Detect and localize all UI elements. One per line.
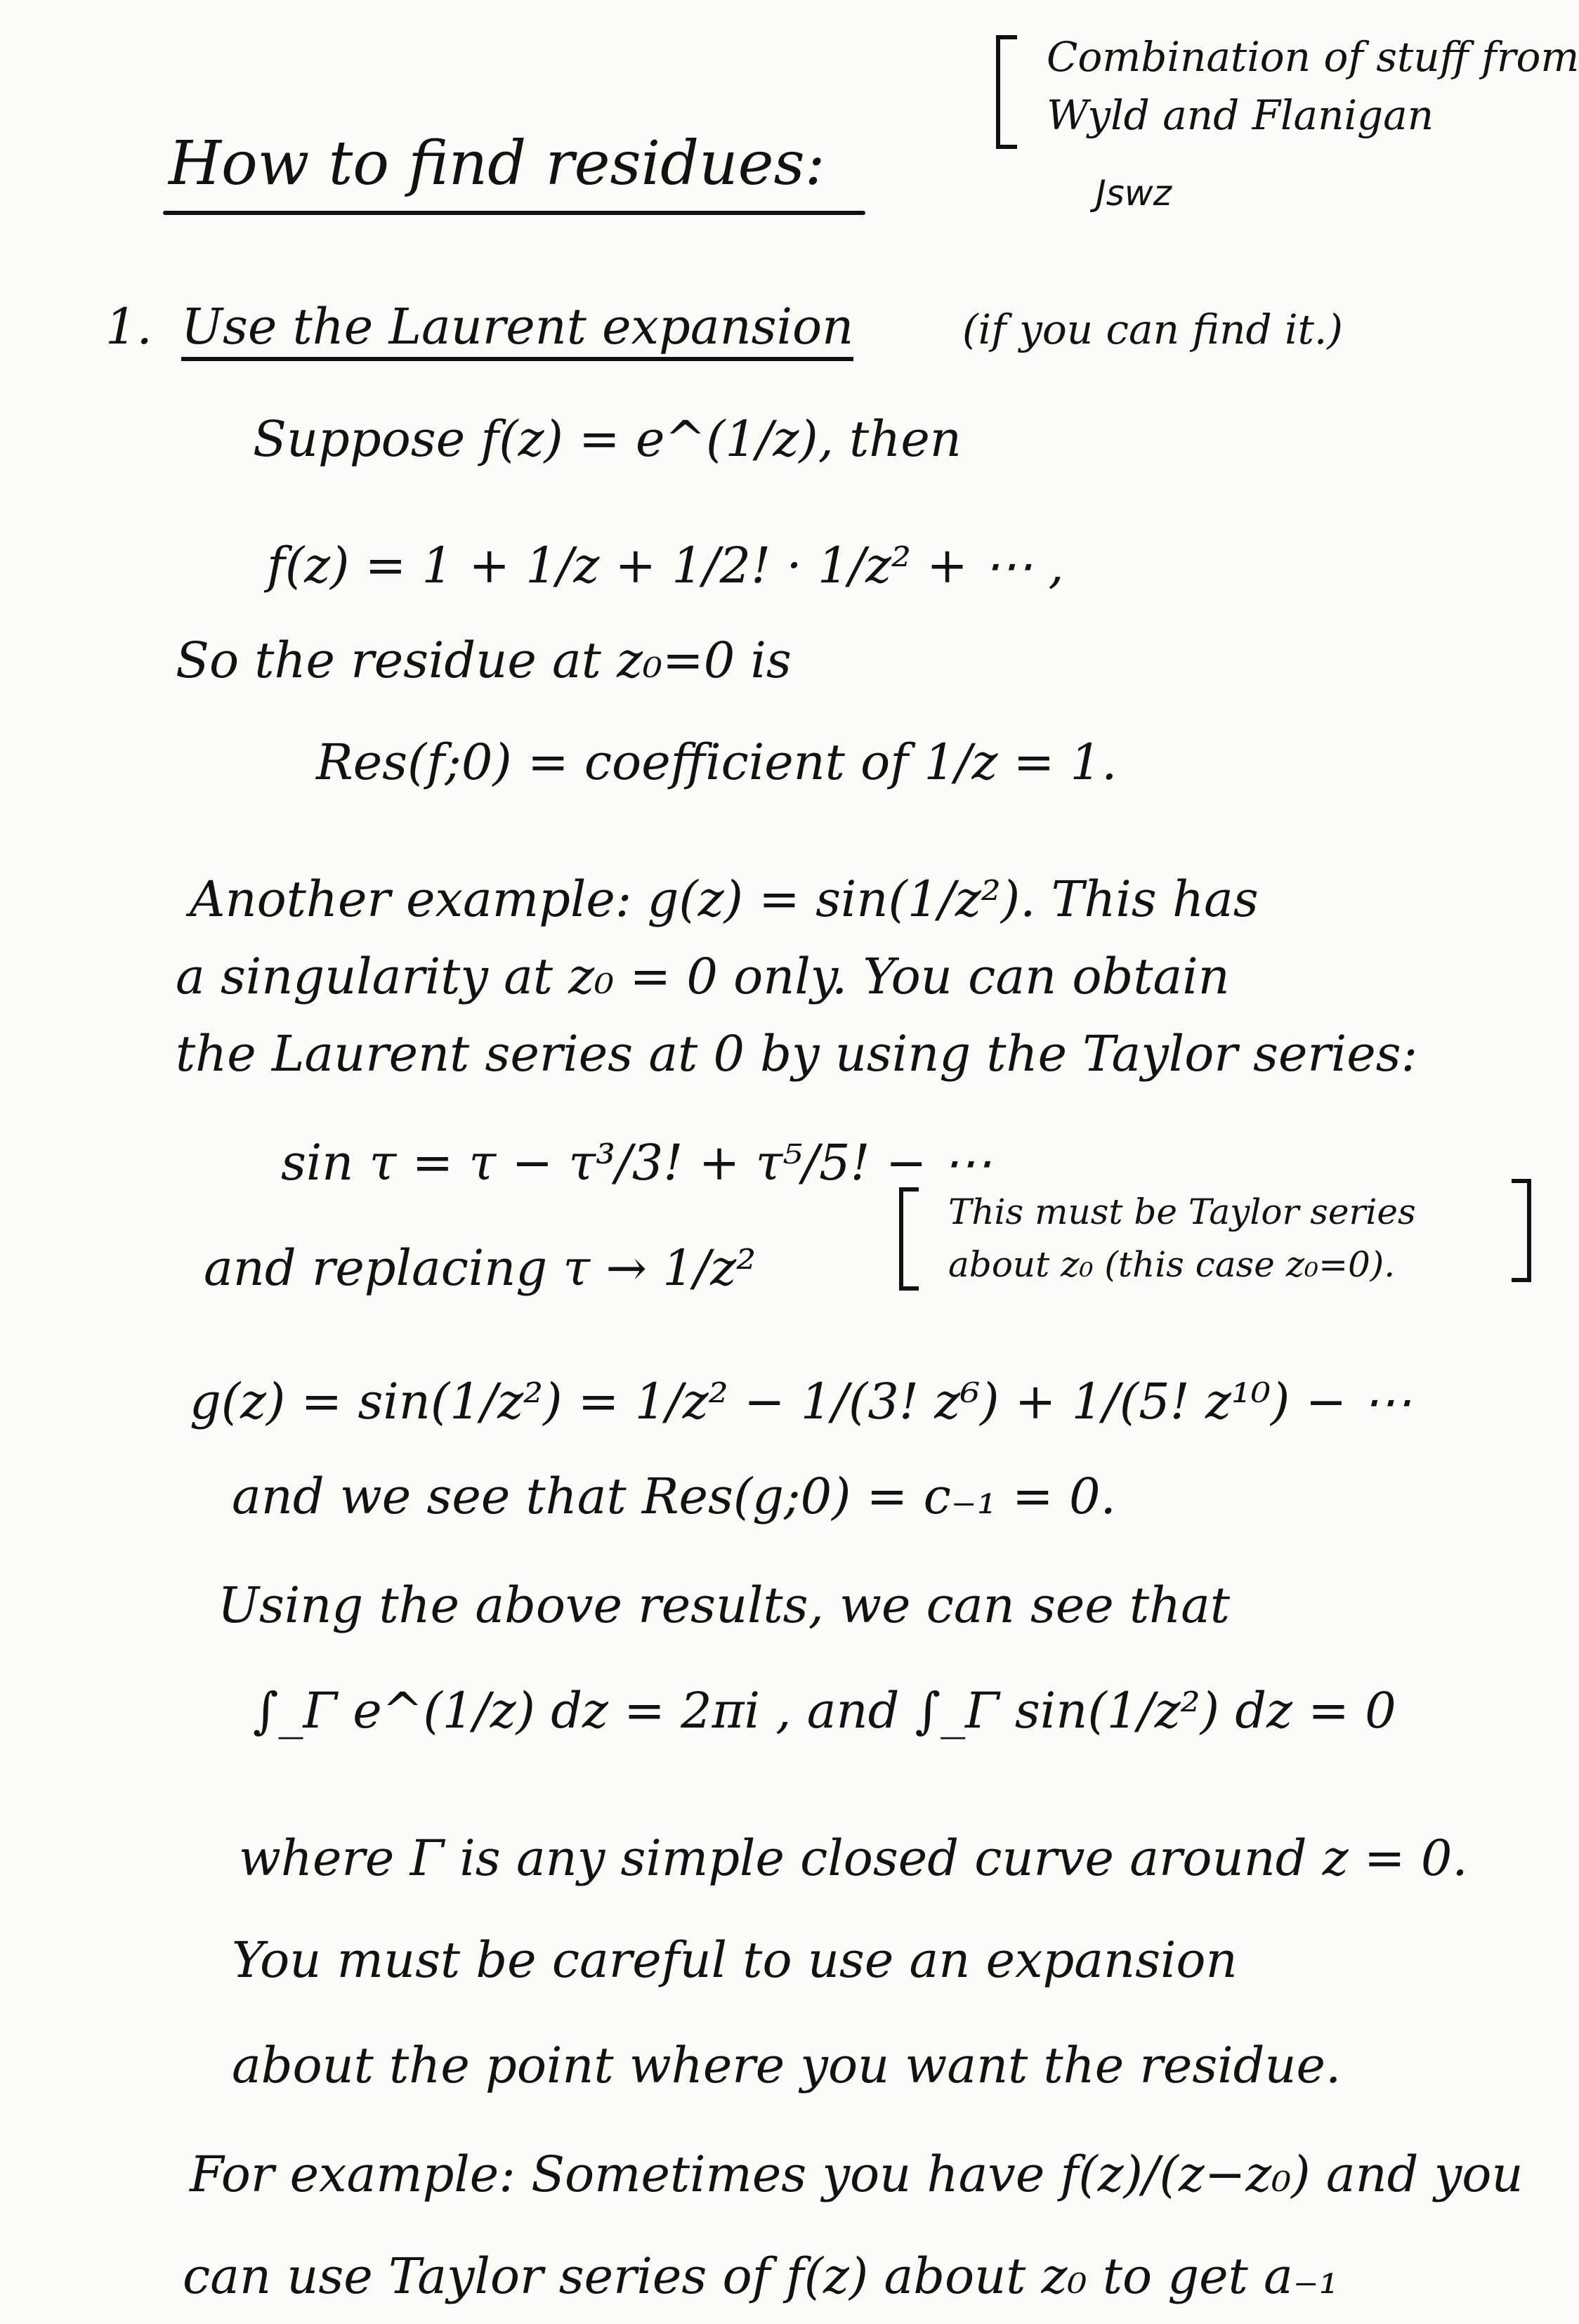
- remark-bracket-right: [1512, 1179, 1531, 1282]
- signature: Jswz: [1096, 173, 1172, 214]
- remark-bracket-left: [899, 1187, 919, 1291]
- note-bracket: [996, 35, 1017, 149]
- series-expansion: f(z) = 1 + 1/z + 1/2! · 1/z² + ⋯ ,: [267, 537, 1064, 594]
- section-heading: Use the Laurent expansion: [181, 302, 853, 361]
- sine-taylor-series: sin τ = τ − τ³/3! + τ⁵/5! − ⋯: [281, 1134, 992, 1192]
- using-results-line: Using the above results, we can see that: [218, 1576, 1231, 1634]
- section-number: 1.: [105, 298, 152, 355]
- gamma-definition: where Γ is any simple closed curve around z = 0.: [239, 1829, 1468, 1887]
- remark-line-2: about z₀ (this case z₀=0).: [948, 1244, 1396, 1285]
- example-3-line-2: can use Taylor series of f(z) about z₀ to get a₋₁: [183, 2247, 1339, 2305]
- title-underline: [163, 211, 865, 215]
- example-2-line-1: Another example: g(z) = sin(1/z²). This has: [190, 870, 1259, 928]
- res-g-result: and we see that Res(g;0) = c₋₁ = 0.: [232, 1468, 1116, 1525]
- page-title: How to find residues:: [169, 129, 825, 199]
- example-2-line-2: a singularity at z₀ = 0 only. You can obtain: [176, 948, 1230, 1005]
- example-2-line-3: the Laurent series at 0 by using the Taylor series:: [176, 1025, 1418, 1083]
- example-3-line-1: For example: Sometimes you have f(z)/(z−z₀) and you: [190, 2146, 1524, 2203]
- source-note-line-1: Combination of stuff from: [1047, 33, 1579, 81]
- section-heading-aside: (if you can find it.): [962, 306, 1343, 353]
- remark-line-1: This must be Taylor series: [948, 1192, 1416, 1232]
- source-note-line-2: Wyld and Flanigan: [1047, 91, 1434, 139]
- g-series-expansion: g(z) = sin(1/z²) = 1/z² − 1/(3! z⁶) + 1/(5! z¹⁰) − ⋯: [190, 1373, 1412, 1430]
- caution-line-1: You must be careful to use an expansion: [232, 1931, 1238, 1989]
- residue-statement: So the residue at z₀=0 is: [176, 632, 792, 689]
- replacing-line: and replacing τ → 1/z²: [204, 1239, 756, 1297]
- contour-integrals: ∫_Γ e^(1/z) dz = 2πi , and ∫_Γ sin(1/z²) dz = 0: [253, 1682, 1396, 1739]
- suppose-line: Suppose f(z) = e^(1/z), then: [253, 410, 962, 468]
- residue-result: Res(f;0) = coefficient of 1/z = 1.: [316, 733, 1118, 791]
- caution-line-2: about the point where you want the residue.: [232, 2037, 1342, 2094]
